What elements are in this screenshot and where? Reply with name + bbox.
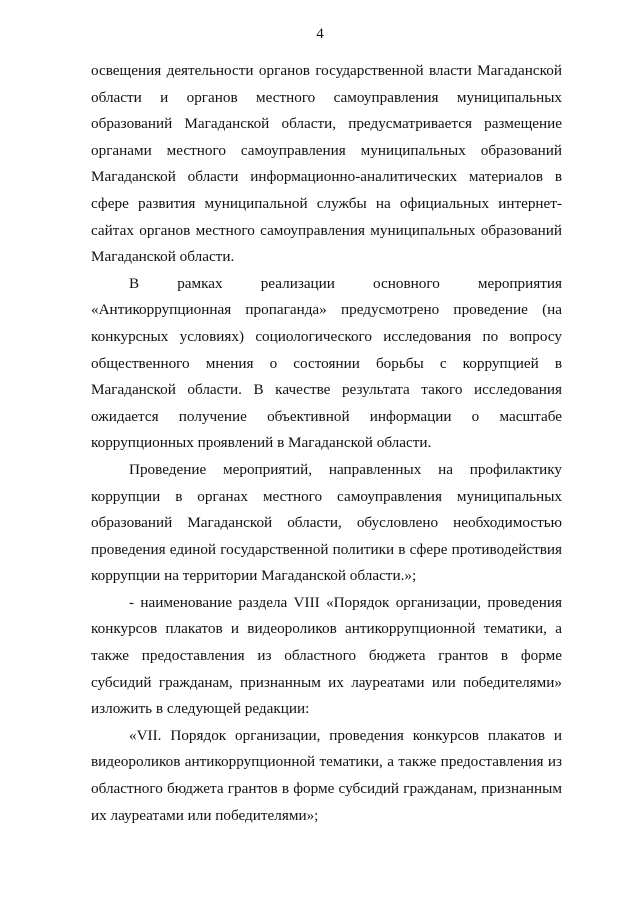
paragraph-anticorruption-propaganda: В рамках реализации основного мероприятия «Антикоррупционная пропаганда» предусмотрено проведение (на конкурсных условиях) социологического исследования по вопросу общественного мнения о состоянии борьбы с коррупцией в Магаданской области. В качестве результата такого исследования ожидается получение объективной информации о масштабе коррупционных проявлений в Магаданской области. bbox=[91, 274, 562, 452]
document-body bbox=[91, 58, 562, 829]
paragraph-public-coverage: освещения деятельности органов государственной власти Магаданской области и органов местного самоуправления муниципальных образований Магаданской области, предусматривается размещение органами местного самоуправления муниципальных образований Магаданской области информационно-аналитических материалов в сфере развития муниципальной службы на официальных интернет-сайтах органов местного самоуправления муниципальных образований Магаданской области. bbox=[91, 62, 562, 266]
paragraph-prevention-measures: Проведение мероприятий, направленных на профилактику коррупции в органах местного самоуправления муниципальных образований Магаданской области, обусловлено необходимостью проведения единой государственной политики в сфере противодействия коррупции на территории Магаданской области.»; bbox=[91, 460, 562, 585]
paragraph-new-section-title: «VII. Порядок организации, проведения конкурсов плакатов и видеороликов антикоррупционной тематики, а также предоставления из областного бюджета грантов в форме субсидий гражданам, признанным их лауреатами или победителями»; bbox=[91, 726, 562, 824]
page-number: 4 bbox=[316, 26, 324, 42]
paragraph-section-title-amendment: - наименование раздела VIII «Порядок организации, проведения конкурсов плакатов и видеороликов антикоррупционной тематики, а также предоставления из областного бюджета грантов в форме субсидий гражданам, признанным их лауреатами или победителями» изложить в следующей редакции: bbox=[91, 593, 562, 718]
